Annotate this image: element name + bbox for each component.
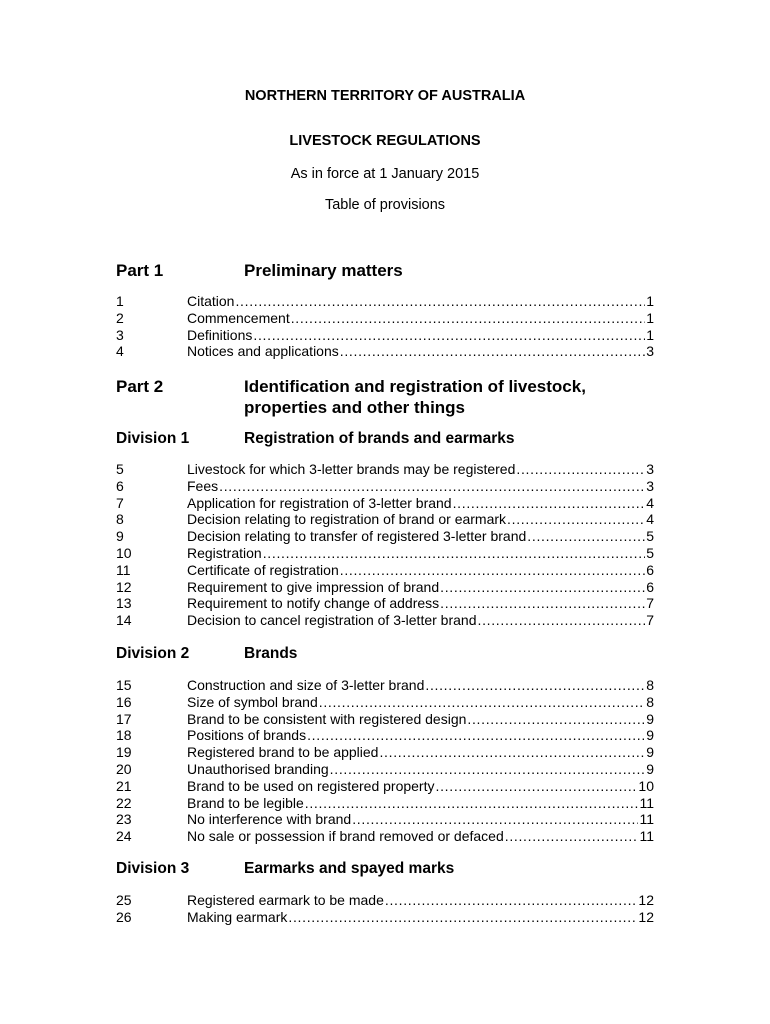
division-1-provisions bbox=[116, 461, 654, 629]
provision-number: 12 bbox=[116, 578, 132, 595]
toc-entry[interactable] bbox=[116, 761, 654, 778]
provision-title: Registered brand to be applied bbox=[187, 744, 379, 761]
dot-leader bbox=[440, 579, 645, 596]
provision-title: Size of symbol brand bbox=[187, 693, 318, 710]
division-1-heading bbox=[116, 429, 656, 448]
page-number: 9 bbox=[646, 710, 654, 727]
page-number: 5 bbox=[646, 544, 654, 561]
page-number: 1 bbox=[646, 326, 654, 343]
dot-leader bbox=[340, 343, 645, 360]
provision-title: Application for registration of 3-letter brand bbox=[187, 494, 452, 511]
toc-entry[interactable] bbox=[116, 811, 654, 828]
toc-entry[interactable] bbox=[116, 744, 654, 761]
provision-number: 8 bbox=[116, 511, 124, 528]
page-number: 7 bbox=[646, 612, 654, 629]
page-number: 5 bbox=[646, 528, 654, 545]
provision-title: Citation bbox=[187, 293, 235, 309]
dot-leader bbox=[505, 828, 639, 845]
toc-entry[interactable] bbox=[116, 461, 654, 478]
page-number: 4 bbox=[646, 511, 654, 528]
provision-number: 15 bbox=[116, 677, 132, 693]
toc-entry[interactable] bbox=[116, 545, 654, 562]
toc-entry[interactable] bbox=[116, 612, 654, 629]
part-2-heading bbox=[116, 376, 656, 418]
toc-entry[interactable] bbox=[116, 909, 654, 926]
provision-title: Decision to cancel registration of 3-letter brand bbox=[187, 612, 477, 629]
toc-entry[interactable] bbox=[116, 711, 654, 728]
provision-title: Positions of brands bbox=[187, 727, 307, 744]
division-title: Earmarks and spayed marks bbox=[244, 860, 455, 877]
division-label: Division 1 bbox=[116, 430, 190, 447]
page-number: 11 bbox=[639, 794, 654, 811]
page-number: 12 bbox=[638, 892, 654, 908]
page-number: 11 bbox=[639, 811, 654, 828]
division-label: Division 3 bbox=[116, 860, 190, 877]
provision-number: 17 bbox=[116, 710, 132, 727]
toc-entry[interactable] bbox=[116, 495, 654, 512]
toc-entry[interactable] bbox=[116, 579, 654, 596]
dot-leader bbox=[352, 811, 638, 828]
provision-number: 10 bbox=[116, 544, 132, 561]
page-number: 3 bbox=[646, 477, 654, 494]
toc-entry[interactable] bbox=[116, 778, 654, 795]
dot-leader bbox=[516, 461, 645, 478]
provision-title: Making earmark bbox=[187, 908, 288, 925]
provision-title: No sale or possession if brand removed or defaced bbox=[187, 828, 504, 845]
dot-leader bbox=[507, 511, 645, 528]
toc-entry[interactable] bbox=[116, 727, 654, 744]
provision-number: 14 bbox=[116, 612, 132, 629]
part-1-heading bbox=[116, 260, 656, 281]
toc-entry[interactable] bbox=[116, 892, 654, 909]
provision-title: Commencement bbox=[187, 309, 290, 326]
page-number: 4 bbox=[646, 494, 654, 511]
provision-title: Registration bbox=[187, 544, 262, 561]
part-label: Part 1 bbox=[116, 261, 164, 280]
page-number: 1 bbox=[646, 309, 654, 326]
division-title: Brands bbox=[244, 645, 298, 662]
provision-title: Fees bbox=[187, 477, 219, 494]
provision-number: 4 bbox=[116, 343, 124, 360]
dot-leader bbox=[436, 778, 638, 795]
toc-entry[interactable] bbox=[116, 694, 654, 711]
dot-leader bbox=[288, 909, 637, 926]
dot-leader bbox=[305, 795, 639, 812]
page-number: 3 bbox=[646, 461, 654, 477]
dot-leader bbox=[527, 528, 645, 545]
toc-entry[interactable] bbox=[116, 343, 654, 360]
provision-title: Unauthorised branding bbox=[187, 760, 329, 777]
provision-number: 13 bbox=[116, 595, 132, 612]
dot-leader bbox=[385, 892, 638, 909]
toc-entry[interactable] bbox=[116, 293, 654, 310]
provision-number: 20 bbox=[116, 760, 132, 777]
toc-entry[interactable] bbox=[116, 795, 654, 812]
jurisdiction-heading: NORTHERN TERRITORY OF AUSTRALIA bbox=[244, 88, 526, 104]
dot-leader bbox=[340, 562, 645, 579]
page-number: 11 bbox=[639, 828, 654, 845]
page-number: 6 bbox=[646, 578, 654, 595]
provision-number: 6 bbox=[116, 477, 124, 494]
provision-number: 24 bbox=[116, 828, 132, 845]
dot-leader bbox=[319, 694, 645, 711]
toc-entry[interactable] bbox=[116, 562, 654, 579]
dot-leader bbox=[467, 711, 645, 728]
provision-number: 1 bbox=[116, 293, 124, 309]
provision-title: Brand to be used on registered property bbox=[187, 777, 435, 794]
provision-title: Certificate of registration bbox=[187, 561, 339, 578]
provision-number: 16 bbox=[116, 693, 132, 710]
page-number: 1 bbox=[646, 293, 654, 309]
dot-leader bbox=[263, 545, 646, 562]
dot-leader bbox=[379, 744, 645, 761]
provision-number: 9 bbox=[116, 528, 124, 545]
in-force-date: As in force at 1 January 2015 bbox=[290, 166, 480, 182]
page-number: 6 bbox=[646, 561, 654, 578]
dot-leader bbox=[307, 727, 645, 744]
part-title-line-2: properties and other things bbox=[244, 398, 466, 417]
dot-leader bbox=[235, 293, 645, 310]
part-title-line-1: Identification and registration of livestock, bbox=[244, 377, 586, 396]
toc-entry[interactable] bbox=[116, 310, 654, 327]
toc-entry[interactable] bbox=[116, 511, 654, 528]
toc-entry[interactable] bbox=[116, 478, 654, 495]
provision-title: Decision relating to transfer of registered 3-letter brand bbox=[187, 528, 527, 545]
provision-number: 19 bbox=[116, 744, 132, 761]
division-2-heading bbox=[116, 644, 656, 663]
page-number: 8 bbox=[646, 693, 654, 710]
dot-leader bbox=[453, 495, 646, 512]
provision-number: 23 bbox=[116, 811, 132, 828]
division-3-heading bbox=[116, 859, 656, 878]
provision-number: 11 bbox=[116, 561, 131, 578]
provision-number: 7 bbox=[116, 494, 124, 511]
provision-number: 25 bbox=[116, 892, 132, 908]
provision-title: Decision relating to registration of brand or earmark bbox=[187, 511, 507, 528]
provision-title: Notices and applications bbox=[187, 343, 339, 360]
page-number: 9 bbox=[646, 760, 654, 777]
page-number: 3 bbox=[646, 343, 654, 360]
provision-title: Registered earmark to be made bbox=[187, 892, 384, 908]
part-1-provisions bbox=[116, 293, 654, 360]
page-number: 8 bbox=[646, 677, 654, 693]
part-title: Preliminary matters bbox=[244, 261, 403, 280]
toc-entry[interactable] bbox=[116, 327, 654, 344]
provision-title: Construction and size of 3-letter brand bbox=[187, 677, 425, 693]
part-title bbox=[244, 376, 656, 418]
dot-leader bbox=[219, 478, 645, 495]
page-number: 7 bbox=[646, 595, 654, 612]
toc-entry[interactable] bbox=[116, 828, 654, 845]
dot-leader bbox=[440, 595, 645, 612]
dot-leader bbox=[330, 761, 646, 778]
page-number: 12 bbox=[638, 908, 654, 925]
provision-number: 18 bbox=[116, 727, 132, 744]
provision-number: 26 bbox=[116, 908, 132, 925]
division-label: Division 2 bbox=[116, 645, 190, 662]
provision-title: Livestock for which 3-letter brands may be registered bbox=[187, 461, 516, 477]
provision-number: 21 bbox=[116, 777, 132, 794]
table-of-provisions-heading: Table of provisions bbox=[324, 197, 446, 213]
dot-leader bbox=[477, 612, 645, 629]
provision-title: Brand to be consistent with registered design bbox=[187, 710, 467, 727]
provision-number: 5 bbox=[116, 461, 124, 477]
document-title: LIVESTOCK REGULATIONS bbox=[289, 133, 481, 149]
provision-title: Requirement to notify change of address bbox=[187, 595, 440, 612]
toc-entry[interactable] bbox=[116, 528, 654, 545]
division-2-provisions bbox=[116, 677, 654, 845]
dot-leader bbox=[253, 327, 645, 344]
page-number: 9 bbox=[646, 744, 654, 761]
division-title: Registration of brands and earmarks bbox=[244, 430, 515, 447]
provision-number: 2 bbox=[116, 309, 124, 326]
toc-entry[interactable] bbox=[116, 677, 654, 694]
page-number: 10 bbox=[638, 777, 654, 794]
provision-title: Requirement to give impression of brand bbox=[187, 578, 440, 595]
division-3-provisions bbox=[116, 892, 654, 926]
page-number: 9 bbox=[646, 727, 654, 744]
part-label: Part 2 bbox=[116, 377, 164, 396]
toc-entry[interactable] bbox=[116, 595, 654, 612]
provision-title: Definitions bbox=[187, 326, 253, 343]
dot-leader bbox=[425, 677, 645, 694]
provision-number: 22 bbox=[116, 794, 132, 811]
provision-number: 3 bbox=[116, 326, 124, 343]
provision-title: No interference with brand bbox=[187, 811, 352, 828]
dot-leader bbox=[291, 310, 646, 327]
provision-title: Brand to be legible bbox=[187, 794, 304, 811]
